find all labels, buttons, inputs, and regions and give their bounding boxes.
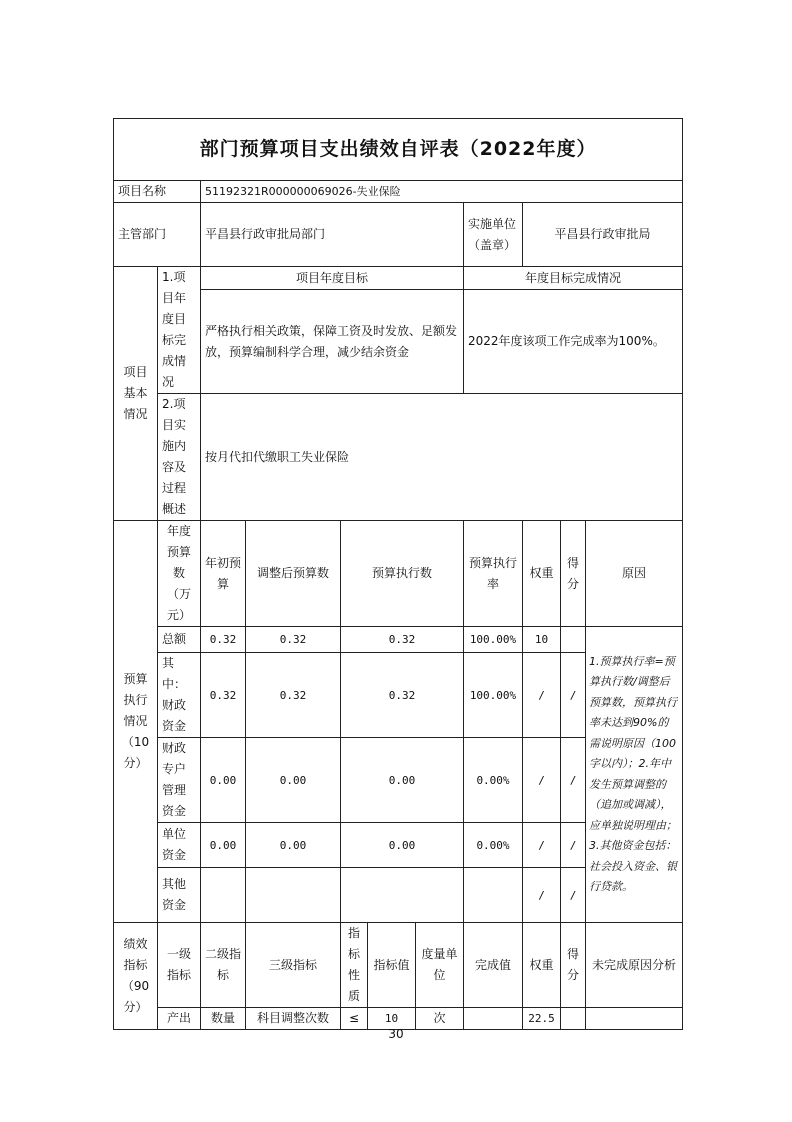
score: / [561,738,586,823]
adjusted [246,868,341,923]
executed [341,868,464,923]
adjusted: 0.00 [246,823,341,868]
row-label: 单位资金 [158,823,201,868]
goal-section-label: 1.项目年度目标完成情况 [158,267,201,394]
l2: 数量 [201,1008,246,1030]
nature: ≤ [341,1008,368,1030]
initial: 0.00 [201,823,246,868]
perf-header: 权重 [523,923,561,1008]
project-name: 51192321R000000069026-失业保险 [201,181,683,203]
perf-header: 指标值 [368,923,416,1008]
row-label: 财政专户管理资金 [158,738,201,823]
weight: 10 [523,627,561,653]
perf-section-label: 绩效指标（90分） [114,923,158,1030]
perf-header: 一级指标 [158,923,201,1008]
weight: / [523,653,561,738]
rate: 100.00% [464,627,523,653]
budget-header: 调整后预算数 [246,521,341,627]
initial [201,868,246,923]
goal-header: 项目年度目标 [201,267,464,290]
budget-header: 预算执行率 [464,521,523,627]
basic-label: 项目基本情况 [114,267,158,521]
perf-header: 度量单位 [416,923,464,1008]
initial: 0.32 [201,653,246,738]
dept-value: 平昌县行政审批局部门 [201,203,464,267]
value: 10 [368,1008,416,1030]
adjusted: 0.32 [246,627,341,653]
score: / [561,653,586,738]
row-label: 其中：财政资金 [158,653,201,738]
impl-label: 实施单位（盖章） [464,203,523,267]
row-label: 其他资金 [158,868,201,923]
rate: 0.00% [464,823,523,868]
page-number: 30 [388,1027,404,1041]
l3: 科目调整次数 [246,1008,341,1030]
adjusted: 0.00 [246,738,341,823]
table-title: 部门预算项目支出绩效自评表（2022年度） [114,119,683,181]
rate: 0.00% [464,738,523,823]
score [561,627,586,653]
perf-header: 三级指标 [246,923,341,1008]
content-label: 2.项目实施内容及过程概述 [158,394,201,521]
score: / [561,823,586,868]
budget-header: 权重 [523,521,561,627]
executed: 0.32 [341,627,464,653]
executed: 0.32 [341,653,464,738]
content-text: 按月代扣代缴职工失业保险 [201,394,683,521]
score: / [561,868,586,923]
perf-header: 完成值 [464,923,523,1008]
initial: 0.32 [201,627,246,653]
rate: 100.00% [464,653,523,738]
weight: / [523,823,561,868]
budget-header: 年初预算 [201,521,246,627]
project-name-label: 项目名称 [114,181,201,203]
completion-text: 2022年度该项工作完成率为100%。 [464,290,683,394]
weight: / [523,738,561,823]
l1: 产出 [158,1008,201,1030]
rate [464,868,523,923]
budget-section-label: 预算执行情况（10分） [114,521,158,923]
initial: 0.00 [201,738,246,823]
executed: 0.00 [341,823,464,868]
budget-header: 年度预算数（万元） [158,521,201,627]
perf-header: 得分 [561,923,586,1008]
budget-header: 原因 [586,521,683,627]
budget-header: 得分 [561,521,586,627]
weight: / [523,868,561,923]
weight: 22.5 [523,1008,561,1030]
adjusted: 0.32 [246,653,341,738]
goal-text: 严格执行相关政策，保障工资及时发放、足额发放，预算编制科学合理，减少结余资金 [201,290,464,394]
budget-header: 预算执行数 [341,521,464,627]
self-evaluation-table [113,118,683,1030]
budget-reason: 1.预算执行率=预算执行数/调整后预算数，预算执行率未达到90%的需说明原因（100字以内）；2.年中发生预算调整的（追加或调减），应单独说明理由；3.其他资金包括：社会投入资金、银行贷款。 [586,627,683,923]
row-label: 总额 [158,627,201,653]
perf-header: 二级指标 [201,923,246,1008]
budget-row [114,627,683,653]
unit: 次 [416,1008,464,1030]
executed: 0.00 [341,738,464,823]
perf-header: 指标性质 [341,923,368,1008]
impl-value: 平昌县行政审批局 [523,203,683,267]
dept-label: 主管部门 [114,203,201,267]
completion-header: 年度目标完成情况 [464,267,683,290]
perf-header: 未完成原因分析 [586,923,683,1008]
